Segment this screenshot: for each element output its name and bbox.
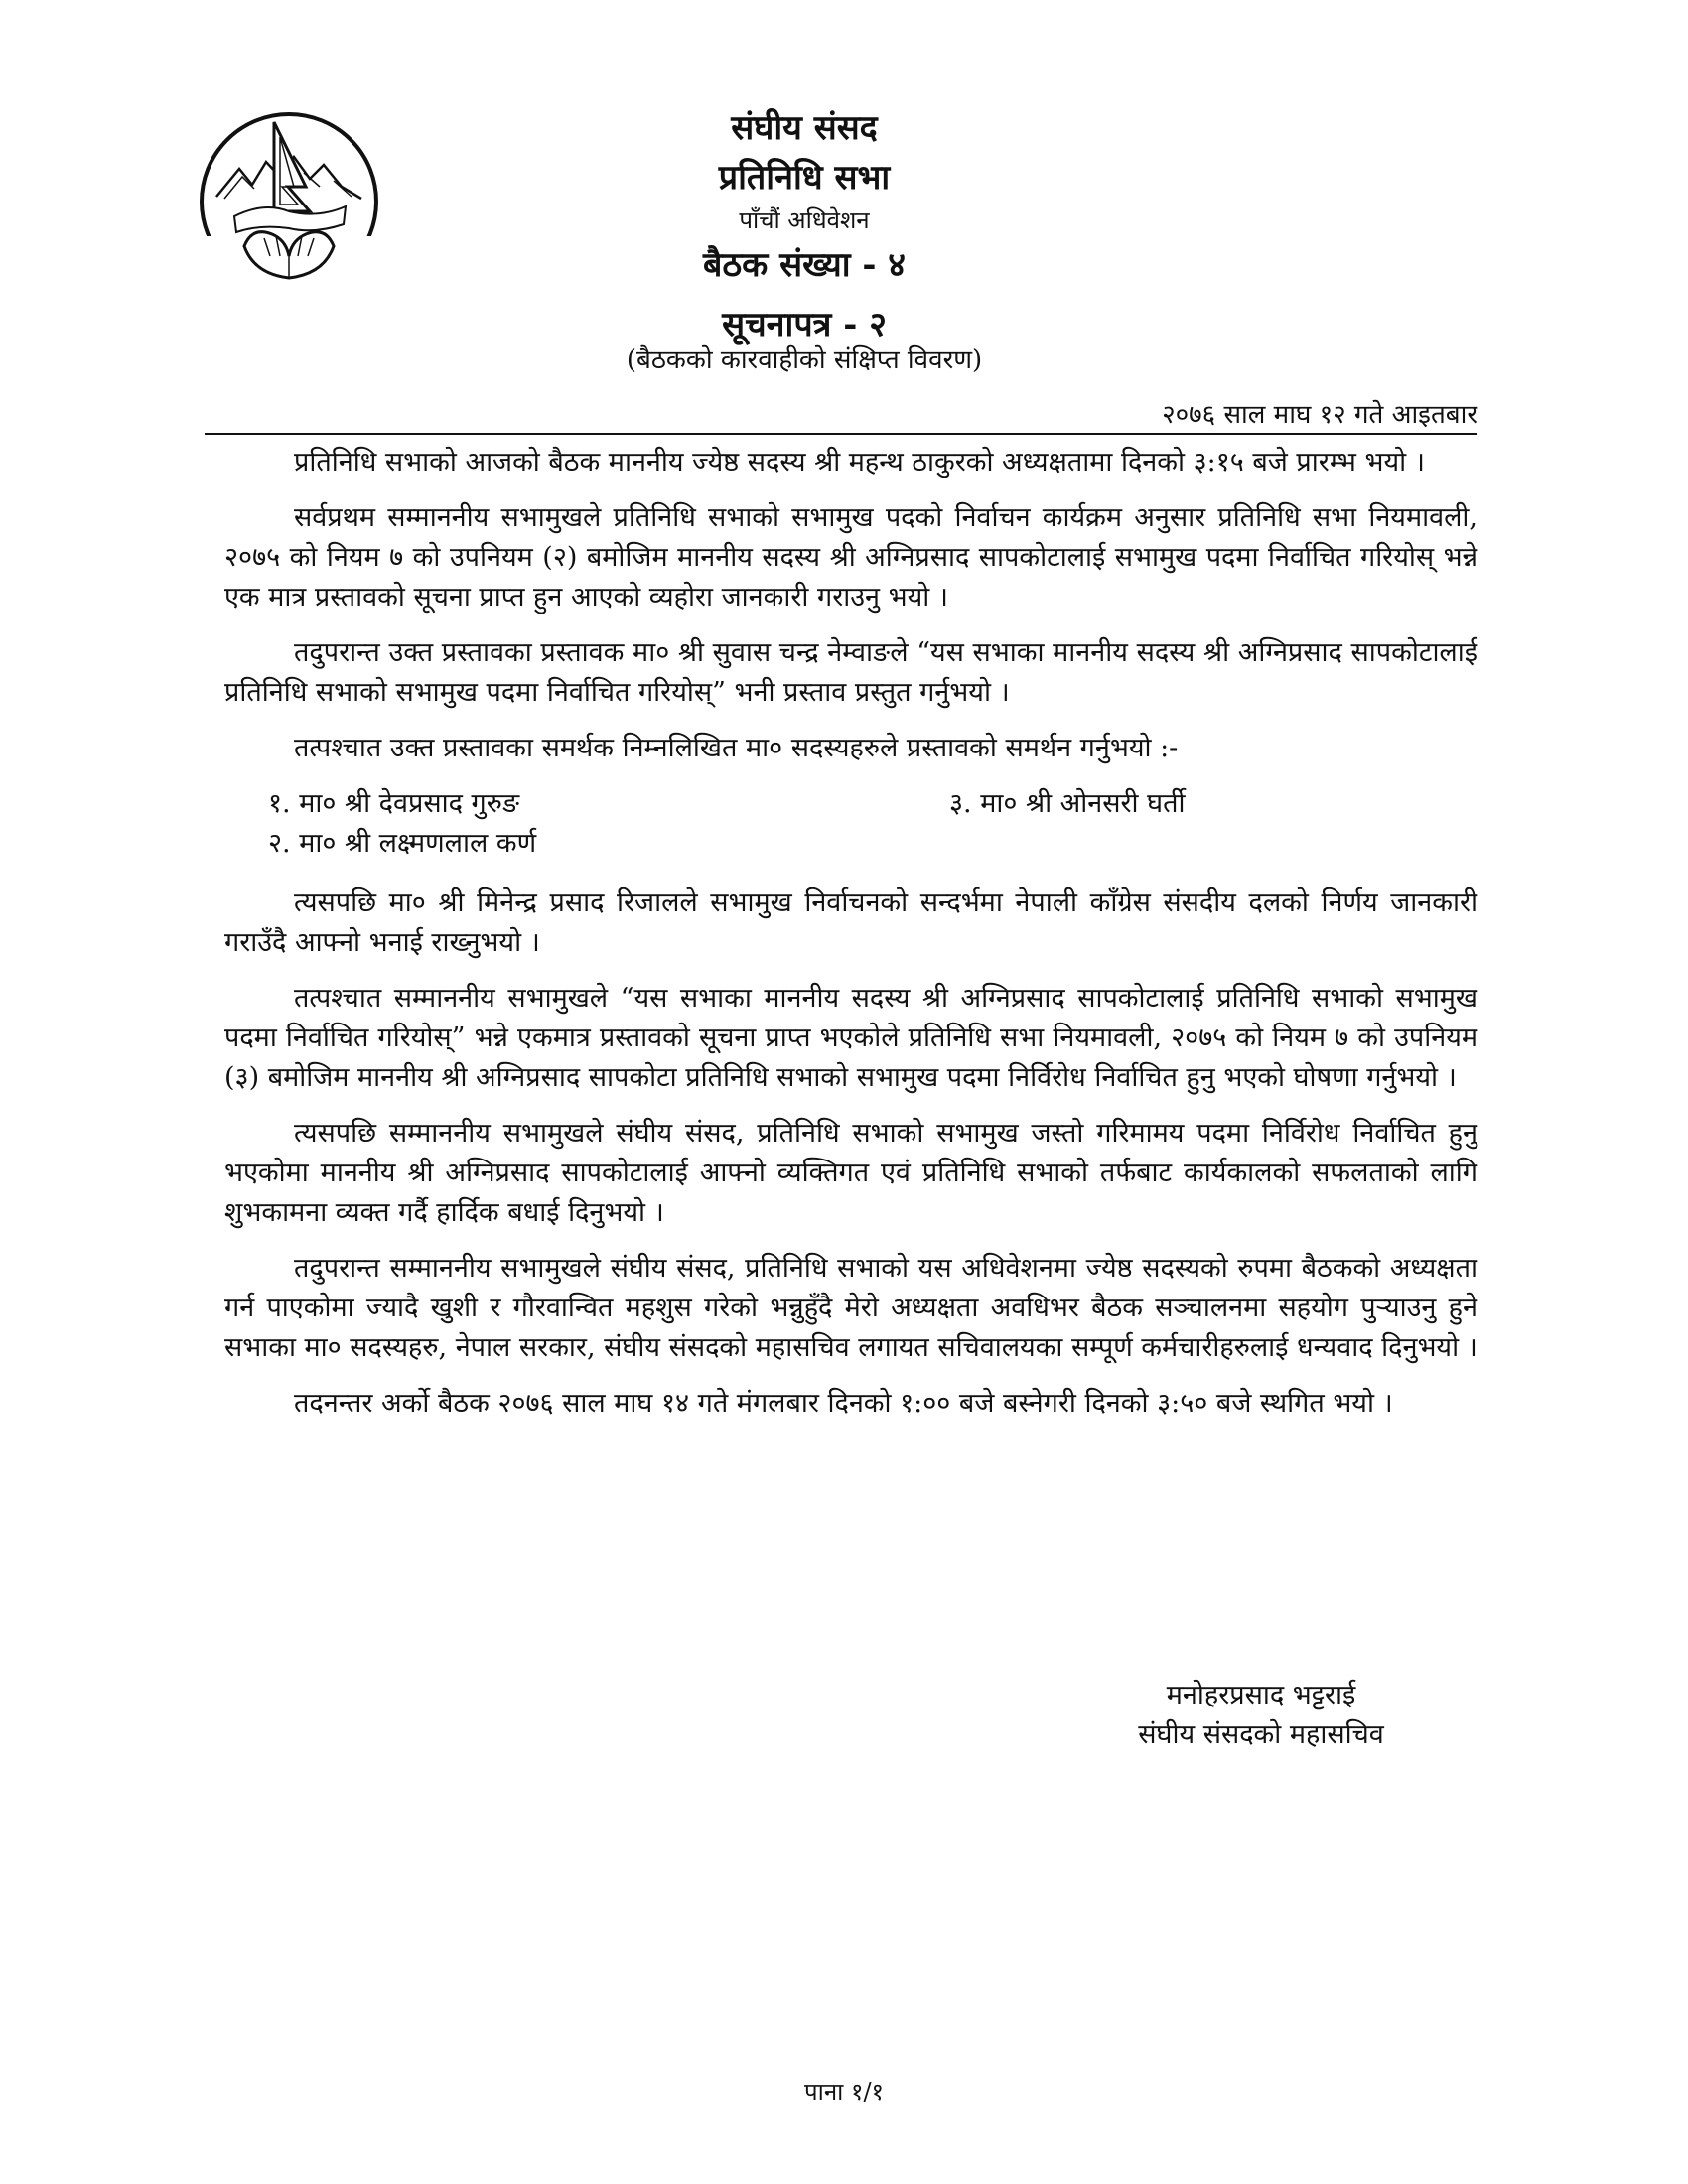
document-header [556, 108, 1053, 375]
supporter-item: ३. मा० श्री ओनसरी घर्ती [949, 788, 1186, 819]
document-body [224, 443, 1477, 1439]
paragraph: त्यसपछि सम्माननीय सभामुखले संघीय संसद, प्रतिनिधि सभाको सभामुख जस्तो गरिमामय पदमा निर्विरोध निर्वाचित हुनु भएकोमा माननीय श्री अग्निप्रसाद सापकोटालाई आफ्नो व्यक्तिगत एवं प्रतिनिधि सभाको तर्फबाट कार्यकालको सफलताको लागि शुभकामना व्यक्त गर्दै हार्दिक बधाई दिनुभयो । [224, 1118, 1477, 1228]
paragraph: तत्पश्चात सम्माननीय सभामुखले “यस सभाका माननीय सदस्य श्री अग्निप्रसाद सापकोटालाई प्रतिनिधि सभाको सभामुख पदमा निर्वाचित गरियोस्” भन्ने एकमात्र प्रस्तावको सूचना प्राप्त भएकोले प्रतिनिधि सभा नियमावली, २०७५ को नियम ७ को उपनियम (३) बमोजिम माननीय श्री अग्निप्रसाद सापकोटा प्रतिनिधि सभाको सभामुख पदमा निर्विरोध निर्वाचित हुनु भएको घोषणा गर्नुभयो । [224, 983, 1477, 1093]
paragraph: तदनन्तर अर्को बैठक २०७६ साल माघ १४ गते मंगलबार दिनको १:०० बजे बस्नेगरी दिनको ३:५० बजे स्थगित भयो । [294, 1388, 1393, 1419]
paragraph: त्यसपछि मा० श्री मिनेन्द्र प्रसाद रिजालले सभामुख निर्वाचनको सन्दर्भमा नेपाली काँग्रेस संसदीय दलको निर्णय जानकारी गराउँदै आफ्नो भनाई राख्नुभयो । [224, 887, 1477, 958]
paragraph: सर्वप्रथम सम्माननीय सभामुखले प्रतिनिधि सभाको सभामुख पदको निर्वाचन कार्यक्रम अनुसार प्रतिनिधि सभा नियमावली, २०७५ को नियम ७ को उपनियम (२) बमोजिम माननीय सदस्य श्री अग्निप्रसाद सापकोटालाई सभामुख पदमा निर्वाचित गरियोस् भन्ने एक मात्र प्रस्तावको सूचना प्राप्त हुन आएको व्यहोरा जानकारी गराउनु भयो । [224, 502, 1477, 613]
signatory-name: मनोहरप्रसाद भट्टराई [1166, 1680, 1356, 1710]
header-meeting-number: बैठक संख्या - ४ [703, 245, 906, 285]
signatory-title: संघीय संसदको महासचिव [1138, 1719, 1384, 1750]
header-divider [205, 433, 1477, 435]
paragraph: तत्पश्चात उक्त प्रस्तावका समर्थक निम्नलिखित मा० सदस्यहरुले प्रस्तावको समर्थन गर्नुभयो :- [294, 733, 1179, 763]
supporters-list [224, 784, 1477, 868]
header-session: पाँचौं अधिवेशन [739, 206, 870, 234]
paragraph: तदुपरान्त उक्त प्रस्तावका प्रस्तावक मा० श्री सुवास चन्द्र नेम्वाङले “यस सभाका माननीय सदस्य श्री अग्निप्रसाद सापकोटालाई प्रतिनिधि सभाको सभामुख पदमा निर्वाचित गरियोस्” भनी प्रस्ताव प्रस्तुत गर्नुभयो । [224, 637, 1477, 708]
signature-block [1082, 1676, 1440, 1755]
header-house: प्रतिनिधि सभा [718, 158, 891, 198]
document-date: २०७६ साल माघ १२ गते आइतबार [1162, 400, 1477, 430]
parliament-emblem-logo [195, 107, 383, 296]
supporter-item: १. मा० श्री देवप्रसाद गुरुङ [268, 788, 520, 819]
page-number: पाना १/१ [803, 2078, 885, 2106]
header-parliament: संघीय संसद [731, 108, 878, 148]
paragraph: तदुपरान्त सम्माननीय सभामुखले संघीय संसद, प्रतिनिधि सभाको यस अधिवेशनमा ज्येष्ठ सदस्यको रुपमा बैठकको अध्यक्षता गर्न पाएकोमा ज्यादै खुशी र गौरवान्वित महशुस गरेको भन्नुहुँदै मेरो अध्यक्षता अवधिभर बैठक सञ्चालनमा सहयोग पुर्‍याउनु हुने सभाका मा० सदस्यहरु, नेपाल सरकार, संघीय संसदको महासचिव लगायत सचिवालयका सम्पूर्ण कर्मचारीहरुलाई धन्यवाद दिनुभयो । [224, 1253, 1477, 1363]
paragraph: प्रतिनिधि सभाको आजको बैठक माननीय ज्येष्ठ सदस्य श्री महन्थ ठाकुरको अध्यक्षतामा दिनको ३:१५ बजे प्रारम्भ भयो । [294, 447, 1425, 478]
header-notice-title: सूचनापत्र - २ [722, 305, 887, 344]
supporter-item: २. मा० श्री लक्ष्मणलाल कर्ण [268, 828, 537, 859]
header-notice-subtitle: (बैठकको कारवाहीको संक्षिप्त विवरण) [626, 345, 983, 375]
